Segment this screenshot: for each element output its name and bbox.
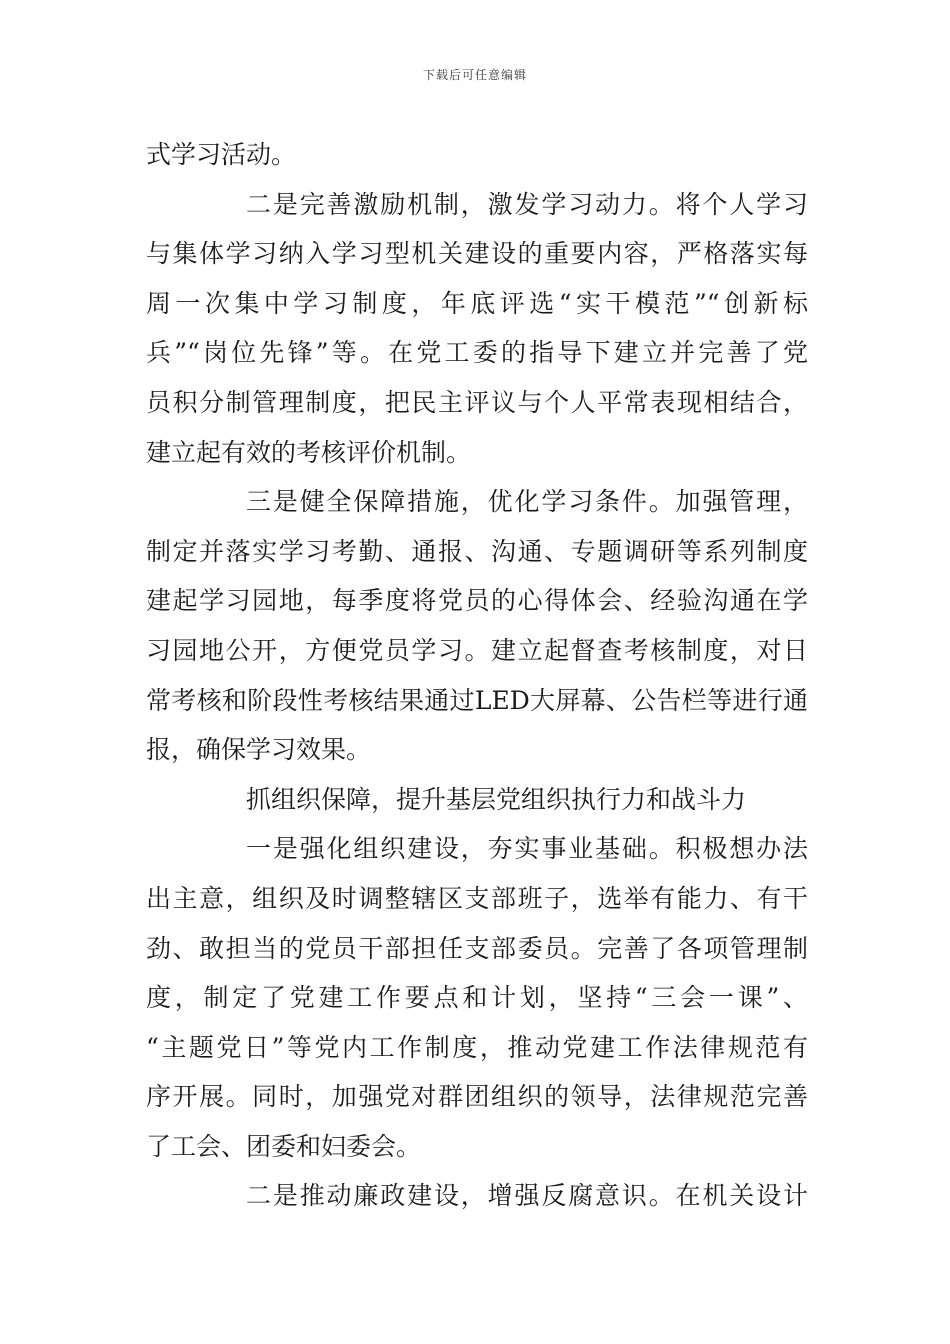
text-line: 建起学习园地，每季度将党员的心得体会、经验沟通在学 [146,586,808,616]
document-body [146,130,808,1221]
text-line: 报，确保学习效果。 [146,735,372,765]
text-line: 建立起有效的考核评价机制。 [146,437,472,467]
text-line: 式学习活动。 [146,140,297,169]
text-line: 制定并落实学习考勤、通报、沟通、专题调研等系列制度 [146,536,808,566]
text-line: 员积分制管理制度，把民主评议与个人平常表现相结合， [146,387,808,417]
text-line: 出主意，组织及时调整辖区支部班子，选举有能力、有干 [146,883,808,913]
text-line: 了工会、团委和妇委会。 [146,1131,422,1161]
text-line: 二是完善激励机制，激发学习动力。将个人学习 [246,189,808,219]
text-line: 周一次集中学习制度，年底评选“实干模范”“创新标 [146,288,808,318]
text-line: 劲、敢担当的党员干部担任支部委员。完善了各项管理制 [146,933,808,963]
text-line: 常考核和阶段性考核结果通过LED大屏幕、公告栏等进行通 [146,685,808,715]
text-line: 度，制定了党建工作要点和计划，坚持“三会一课”、 [146,983,808,1013]
text-line: 兵”“岗位先锋”等。在党工委的指导下建立并完善了党 [146,338,808,368]
text-line: 二是推动廉政建设，增强反腐意识。在机关设计 [246,1181,808,1211]
text-line: 与集体学习纳入学习型机关建设的重要内容，严格落实每 [146,239,808,269]
text-line: 一是强化组织建设，夯实事业基础。积极想办法 [246,834,808,864]
text-line: 三是健全保障措施，优化学习条件。加强管理， [246,487,808,517]
text-line: 习园地公开，方便党员学习。建立起督查考核制度，对日 [146,635,808,665]
text-line: 抓组织保障，提升基层党组织执行力和战斗力 [246,784,747,814]
text-line: 序开展。同时，加强党对群团组织的领导，法律规范完善 [146,1082,808,1112]
page-header-note: 下载后可任意编辑 [422,68,527,82]
text-line: “主题党日”等党内工作制度，推动党建工作法律规范有 [146,1032,808,1062]
